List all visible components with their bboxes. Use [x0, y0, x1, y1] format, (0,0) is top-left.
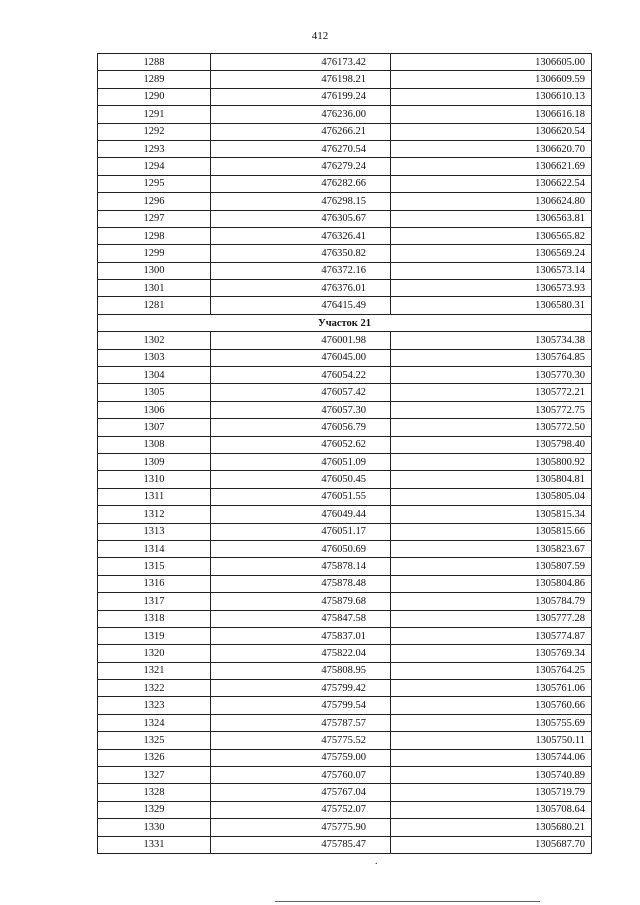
point-number-cell: 1318 [98, 610, 211, 627]
coordinate-y-cell: 1306624.80 [391, 193, 592, 210]
coordinate-x-cell: 475775.52 [211, 732, 391, 749]
table-row [98, 732, 592, 749]
table-row [98, 662, 592, 679]
point-number-cell: 1320 [98, 645, 211, 662]
coordinate-y-cell: 1305687.70 [391, 836, 592, 853]
coordinate-y-cell: 1305772.50 [391, 419, 592, 436]
coordinate-y-cell: 1306569.24 [391, 245, 592, 262]
section-row [98, 314, 592, 331]
point-number-cell: 1330 [98, 819, 211, 836]
coordinate-y-cell: 1305784.79 [391, 593, 592, 610]
table-row [98, 210, 592, 227]
page-number: 412 [311, 30, 329, 42]
coordinate-y-cell: 1305764.25 [391, 662, 592, 679]
coordinate-x-cell: 476199.24 [211, 88, 391, 105]
point-number-cell: 1307 [98, 419, 211, 436]
table-row [98, 88, 592, 105]
point-number-cell: 1290 [98, 88, 211, 105]
table-row [98, 71, 592, 88]
coordinate-x-cell: 476198.21 [211, 71, 391, 88]
point-number-cell: 1294 [98, 158, 211, 175]
table-row [98, 54, 592, 71]
coordinate-y-cell: 1306610.13 [391, 88, 592, 105]
point-number-cell: 1331 [98, 836, 211, 853]
coordinate-y-cell: 1305777.28 [391, 610, 592, 627]
coordinate-y-cell: 1305774.87 [391, 627, 592, 644]
coordinate-y-cell: 1305764.85 [391, 349, 592, 366]
table-row [98, 245, 592, 262]
coordinate-y-cell: 1306609.59 [391, 71, 592, 88]
point-number-cell: 1312 [98, 506, 211, 523]
table-row [98, 158, 592, 175]
table-row [98, 697, 592, 714]
table-row [98, 488, 592, 505]
coordinate-x-cell: 475752.07 [211, 801, 391, 818]
coordinate-x-cell: 476298.15 [211, 193, 391, 210]
table-row [98, 819, 592, 836]
table-row [98, 453, 592, 470]
table-row [98, 714, 592, 731]
coordinate-y-cell: 1305815.34 [391, 506, 592, 523]
point-number-cell: 1303 [98, 349, 211, 366]
table-body-block-1 [98, 54, 592, 315]
coordinate-y-cell: 1305804.81 [391, 471, 592, 488]
coordinate-y-cell: 1305680.21 [391, 819, 592, 836]
table-row [98, 593, 592, 610]
coordinate-x-cell: 476050.69 [211, 540, 391, 557]
table-row [98, 401, 592, 418]
table-section-header [98, 314, 592, 331]
point-number-cell: 1311 [98, 488, 211, 505]
point-number-cell: 1300 [98, 262, 211, 279]
coordinate-y-cell: 1305815.66 [391, 523, 592, 540]
table-row [98, 227, 592, 244]
coordinate-x-cell: 475822.04 [211, 645, 391, 662]
table-row [98, 471, 592, 488]
coordinate-y-cell: 1305719.79 [391, 784, 592, 801]
table-row [98, 610, 592, 627]
point-number-cell: 1298 [98, 227, 211, 244]
coordinate-x-cell: 476270.54 [211, 140, 391, 157]
coordinate-x-cell: 476049.44 [211, 506, 391, 523]
footer-mark: . [375, 856, 378, 867]
point-number-cell: 1308 [98, 436, 211, 453]
table-row [98, 436, 592, 453]
coordinate-x-cell: 475760.07 [211, 767, 391, 784]
point-number-cell: 1304 [98, 367, 211, 384]
table-body-block-2 [98, 332, 592, 854]
point-number-cell: 1319 [98, 627, 211, 644]
point-number-cell: 1327 [98, 767, 211, 784]
coordinate-y-cell: 1305755.69 [391, 714, 592, 731]
coordinate-x-cell: 476266.21 [211, 123, 391, 140]
coordinate-x-cell: 476050.45 [211, 471, 391, 488]
point-number-cell: 1301 [98, 280, 211, 297]
point-number-cell: 1329 [98, 801, 211, 818]
point-number-cell: 1317 [98, 593, 211, 610]
coordinate-y-cell: 1305761.06 [391, 680, 592, 697]
table-row [98, 558, 592, 575]
coordinate-y-cell: 1306580.31 [391, 297, 592, 314]
point-number-cell: 1281 [98, 297, 211, 314]
coordinate-x-cell: 475799.42 [211, 680, 391, 697]
point-number-cell: 1314 [98, 540, 211, 557]
coordinate-y-cell: 1306563.81 [391, 210, 592, 227]
coordinate-y-cell: 1306620.54 [391, 123, 592, 140]
coordinate-y-cell: 1305769.34 [391, 645, 592, 662]
coordinate-y-cell: 1305734.38 [391, 332, 592, 349]
table-row [98, 523, 592, 540]
coordinate-x-cell: 476279.24 [211, 158, 391, 175]
coordinate-x-cell: 476051.09 [211, 453, 391, 470]
coordinate-y-cell: 1305807.59 [391, 558, 592, 575]
coordinate-y-cell: 1305760.66 [391, 697, 592, 714]
coordinate-y-cell: 1305708.64 [391, 801, 592, 818]
point-number-cell: 1316 [98, 575, 211, 592]
point-number-cell: 1289 [98, 71, 211, 88]
coordinate-y-cell: 1305740.89 [391, 767, 592, 784]
coordinate-x-cell: 476054.22 [211, 367, 391, 384]
coordinate-x-cell: 475759.00 [211, 749, 391, 766]
table-row [98, 680, 592, 697]
coordinate-x-cell: 475879.68 [211, 593, 391, 610]
table-row [98, 767, 592, 784]
coordinate-y-cell: 1306622.54 [391, 175, 592, 192]
point-number-cell: 1306 [98, 401, 211, 418]
coordinate-x-cell: 475775.90 [211, 819, 391, 836]
coordinate-x-cell: 476305.67 [211, 210, 391, 227]
coordinate-x-cell: 476350.82 [211, 245, 391, 262]
point-number-cell: 1322 [98, 680, 211, 697]
coordinate-x-cell: 476001.98 [211, 332, 391, 349]
coordinate-y-cell: 1305744.06 [391, 749, 592, 766]
point-number-cell: 1292 [98, 123, 211, 140]
point-number-cell: 1321 [98, 662, 211, 679]
table-row [98, 506, 592, 523]
coordinate-x-cell: 476326.41 [211, 227, 391, 244]
point-number-cell: 1296 [98, 193, 211, 210]
table-row [98, 193, 592, 210]
table-row [98, 836, 592, 853]
table-row [98, 540, 592, 557]
coordinate-y-cell: 1305750.11 [391, 732, 592, 749]
point-number-cell: 1309 [98, 453, 211, 470]
point-number-cell: 1315 [98, 558, 211, 575]
coordinate-x-cell: 476173.42 [211, 54, 391, 71]
coordinate-y-cell: 1306565.82 [391, 227, 592, 244]
coordinate-x-cell: 476057.42 [211, 384, 391, 401]
coordinate-x-cell: 476236.00 [211, 106, 391, 123]
point-number-cell: 1291 [98, 106, 211, 123]
table-row [98, 575, 592, 592]
point-number-cell: 1323 [98, 697, 211, 714]
coordinate-x-cell: 475847.58 [211, 610, 391, 627]
point-number-cell: 1325 [98, 732, 211, 749]
coordinate-x-cell: 475878.48 [211, 575, 391, 592]
coordinate-y-cell: 1306621.69 [391, 158, 592, 175]
coordinate-y-cell: 1305800.92 [391, 453, 592, 470]
point-number-cell: 1313 [98, 523, 211, 540]
coordinate-x-cell: 476282.66 [211, 175, 391, 192]
point-number-cell: 1297 [98, 210, 211, 227]
coordinates-table [97, 53, 592, 854]
coordinate-y-cell: 1306573.14 [391, 262, 592, 279]
point-number-cell: 1302 [98, 332, 211, 349]
coordinate-x-cell: 476057.30 [211, 401, 391, 418]
coordinate-x-cell: 476056.79 [211, 419, 391, 436]
table-row [98, 332, 592, 349]
point-number-cell: 1310 [98, 471, 211, 488]
coordinate-x-cell: 475767.04 [211, 784, 391, 801]
coordinate-y-cell: 1305798.40 [391, 436, 592, 453]
coordinate-x-cell: 476051.17 [211, 523, 391, 540]
bottom-rule [275, 901, 540, 902]
table-row [98, 627, 592, 644]
table-row [98, 645, 592, 662]
coordinate-x-cell: 476376.01 [211, 280, 391, 297]
table-row [98, 175, 592, 192]
coordinate-y-cell: 1305805.04 [391, 488, 592, 505]
coordinate-x-cell: 476045.00 [211, 349, 391, 366]
point-number-cell: 1295 [98, 175, 211, 192]
coordinate-y-cell: 1305772.21 [391, 384, 592, 401]
coordinate-x-cell: 476372.16 [211, 262, 391, 279]
table-row [98, 801, 592, 818]
table-row [98, 280, 592, 297]
coordinate-y-cell: 1306616.18 [391, 106, 592, 123]
table-row [98, 384, 592, 401]
coordinate-x-cell: 475837.01 [211, 627, 391, 644]
coordinate-y-cell: 1305823.67 [391, 540, 592, 557]
coordinate-x-cell: 475799.54 [211, 697, 391, 714]
table-row [98, 106, 592, 123]
coordinate-x-cell: 475787.57 [211, 714, 391, 731]
coordinate-x-cell: 476051.55 [211, 488, 391, 505]
point-number-cell: 1326 [98, 749, 211, 766]
coordinate-y-cell: 1305770.30 [391, 367, 592, 384]
table-row [98, 297, 592, 314]
table-row [98, 419, 592, 436]
coordinate-x-cell: 476415.49 [211, 297, 391, 314]
coordinate-x-cell: 475808.95 [211, 662, 391, 679]
point-number-cell: 1288 [98, 54, 211, 71]
point-number-cell: 1299 [98, 245, 211, 262]
coordinate-y-cell: 1306620.70 [391, 140, 592, 157]
table-row [98, 784, 592, 801]
table-row [98, 140, 592, 157]
table-row [98, 367, 592, 384]
point-number-cell: 1293 [98, 140, 211, 157]
coordinate-x-cell: 476052.62 [211, 436, 391, 453]
table-row [98, 123, 592, 140]
section-title: Участок 21 [98, 314, 592, 331]
coordinate-y-cell: 1306605.00 [391, 54, 592, 71]
coordinate-x-cell: 475878.14 [211, 558, 391, 575]
coordinate-y-cell: 1306573.93 [391, 280, 592, 297]
point-number-cell: 1305 [98, 384, 211, 401]
coordinate-y-cell: 1305804.86 [391, 575, 592, 592]
point-number-cell: 1324 [98, 714, 211, 731]
coordinate-x-cell: 475785.47 [211, 836, 391, 853]
point-number-cell: 1328 [98, 784, 211, 801]
table-row [98, 349, 592, 366]
coordinate-y-cell: 1305772.75 [391, 401, 592, 418]
table-row [98, 262, 592, 279]
table-row [98, 749, 592, 766]
